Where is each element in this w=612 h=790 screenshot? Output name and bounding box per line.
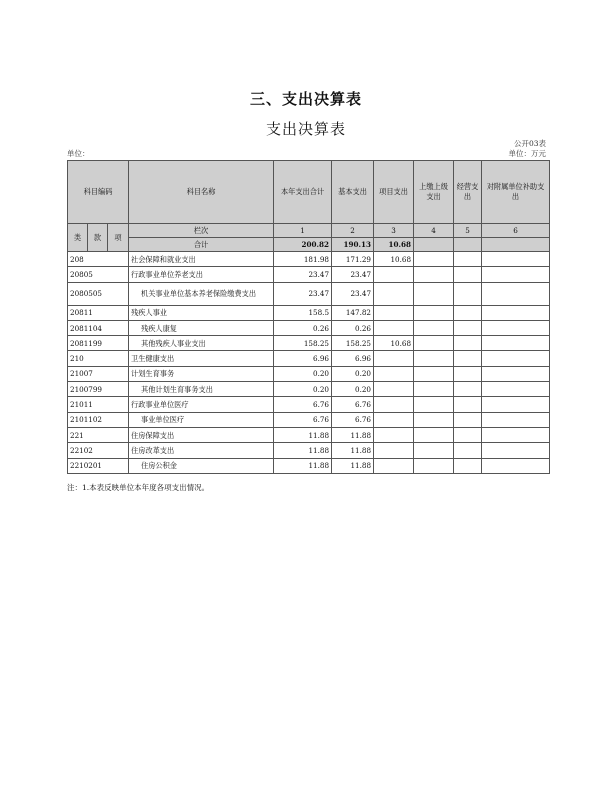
row-name: 残疾人事业	[129, 305, 274, 320]
total-upper	[414, 238, 454, 252]
row-total: 6.76	[274, 397, 332, 412]
row-subsidy	[482, 366, 550, 381]
row-code: 2210201	[68, 458, 129, 473]
row-subsidy	[482, 412, 550, 427]
row-basic: 171.29	[332, 252, 374, 267]
row-total: 0.20	[274, 366, 332, 381]
row-subsidy	[482, 351, 550, 366]
row-business	[454, 252, 482, 267]
row-business	[454, 320, 482, 335]
row-business	[454, 443, 482, 458]
expenditure-table	[67, 160, 550, 474]
row-name: 行政事业单位养老支出	[129, 267, 274, 282]
row-subsidy	[482, 443, 550, 458]
row-basic: 6.76	[332, 412, 374, 427]
row-name: 住房保障支出	[129, 427, 274, 442]
row-basic: 11.88	[332, 443, 374, 458]
row-total: 181.98	[274, 252, 332, 267]
form-number: 公开03表	[513, 139, 546, 148]
row-basic: 11.88	[332, 427, 374, 442]
lanci-label: 栏次	[129, 224, 274, 238]
row-upper	[414, 267, 454, 282]
table-row	[68, 267, 550, 282]
column-number-row	[68, 224, 550, 238]
row-code: 20805	[68, 267, 129, 282]
col-number: 1	[274, 224, 332, 238]
row-name: 其他残疾人事业支出	[129, 336, 274, 351]
table-row	[68, 351, 550, 366]
row-project	[374, 458, 414, 473]
total-amount: 200.82	[274, 238, 332, 252]
row-code: 22102	[68, 443, 129, 458]
row-basic: 11.88	[332, 458, 374, 473]
row-code: 221	[68, 427, 129, 442]
row-name: 行政事业单位医疗	[129, 397, 274, 412]
row-code: 2081104	[68, 320, 129, 335]
row-name: 其他计划生育事务支出	[129, 382, 274, 397]
row-subsidy	[482, 282, 550, 305]
row-name: 计划生育事务	[129, 366, 274, 381]
row-subsidy	[482, 458, 550, 473]
row-project	[374, 305, 414, 320]
row-name: 机关事业单位基本养老保险缴费支出	[129, 282, 274, 305]
row-basic: 23.47	[332, 282, 374, 305]
row-name: 残疾人康复	[129, 320, 274, 335]
row-project	[374, 382, 414, 397]
table-row	[68, 282, 550, 305]
row-basic: 23.47	[332, 267, 374, 282]
col-subsidy-header: 对附属单位补助支出	[482, 161, 550, 224]
row-total: 6.76	[274, 412, 332, 427]
table-row	[68, 252, 550, 267]
row-subsidy	[482, 397, 550, 412]
row-upper	[414, 305, 454, 320]
table-row	[68, 412, 550, 427]
row-name: 卫生健康支出	[129, 351, 274, 366]
lei-label: 类	[68, 224, 88, 252]
row-project	[374, 412, 414, 427]
row-basic: 0.26	[332, 320, 374, 335]
row-code: 2100799	[68, 382, 129, 397]
row-subsidy	[482, 252, 550, 267]
row-basic: 0.20	[332, 366, 374, 381]
row-subsidy	[482, 427, 550, 442]
row-project	[374, 427, 414, 442]
row-upper	[414, 336, 454, 351]
row-total: 11.88	[274, 443, 332, 458]
table-row	[68, 366, 550, 381]
row-total: 11.88	[274, 458, 332, 473]
table-row	[68, 458, 550, 473]
col-number: 6	[482, 224, 550, 238]
row-business	[454, 397, 482, 412]
table-row	[68, 320, 550, 335]
row-business	[454, 267, 482, 282]
table-row	[68, 427, 550, 442]
row-upper	[414, 382, 454, 397]
row-business	[454, 412, 482, 427]
col-code-header: 科目编码	[68, 161, 129, 224]
kuan-label: 款	[88, 224, 108, 252]
row-total: 6.96	[274, 351, 332, 366]
row-upper	[414, 351, 454, 366]
table-row	[68, 443, 550, 458]
row-total: 0.26	[274, 320, 332, 335]
row-name: 社会保障和就业支出	[129, 252, 274, 267]
total-business	[454, 238, 482, 252]
row-project: 10.68	[374, 336, 414, 351]
table-row	[68, 336, 550, 351]
row-business	[454, 458, 482, 473]
row-basic: 0.20	[332, 382, 374, 397]
col-number: 4	[414, 224, 454, 238]
total-row	[68, 238, 550, 252]
row-business	[454, 427, 482, 442]
row-business	[454, 282, 482, 305]
row-total: 158.25	[274, 336, 332, 351]
col-business-header: 经营支出	[454, 161, 482, 224]
row-project	[374, 443, 414, 458]
row-project	[374, 366, 414, 381]
row-upper	[414, 397, 454, 412]
row-project	[374, 267, 414, 282]
col-name-header: 科目名称	[129, 161, 274, 224]
row-code: 20811	[68, 305, 129, 320]
col-number: 2	[332, 224, 374, 238]
row-project: 10.68	[374, 252, 414, 267]
row-upper	[414, 443, 454, 458]
table-subtitle: 支出决算表	[265, 120, 346, 138]
row-business	[454, 351, 482, 366]
table-row	[68, 305, 550, 320]
row-code: 208	[68, 252, 129, 267]
total-basic: 190.13	[332, 238, 374, 252]
row-upper	[414, 282, 454, 305]
row-project	[374, 320, 414, 335]
row-subsidy	[482, 320, 550, 335]
row-code: 2080505	[68, 282, 129, 305]
row-upper	[414, 320, 454, 335]
row-project	[374, 397, 414, 412]
col-number: 5	[454, 224, 482, 238]
col-project-header: 项目支出	[374, 161, 414, 224]
row-upper	[414, 427, 454, 442]
row-code: 210	[68, 351, 129, 366]
row-subsidy	[482, 382, 550, 397]
col-number: 3	[374, 224, 414, 238]
table-row	[68, 397, 550, 412]
row-subsidy	[482, 267, 550, 282]
unit-value: 单位：万元	[508, 149, 546, 158]
row-business	[454, 366, 482, 381]
row-name: 住房公积金	[129, 458, 274, 473]
row-code: 21007	[68, 366, 129, 381]
row-total: 23.47	[274, 267, 332, 282]
row-code: 2081199	[68, 336, 129, 351]
total-subsidy	[482, 238, 550, 252]
row-basic: 6.96	[332, 351, 374, 366]
row-basic: 6.76	[332, 397, 374, 412]
row-business	[454, 382, 482, 397]
row-name: 事业单位医疗	[129, 412, 274, 427]
row-upper	[414, 252, 454, 267]
row-upper	[414, 366, 454, 381]
unit-label: 单位：	[67, 149, 90, 158]
row-total: 0.20	[274, 382, 332, 397]
col-total-header: 本年支出合计	[274, 161, 332, 224]
row-total: 23.47	[274, 282, 332, 305]
row-basic: 158.25	[332, 336, 374, 351]
row-upper	[414, 458, 454, 473]
row-subsidy	[482, 336, 550, 351]
row-name: 住房改革支出	[129, 443, 274, 458]
row-business	[454, 305, 482, 320]
row-code: 21011	[68, 397, 129, 412]
header-row	[68, 161, 550, 224]
row-total: 158.5	[274, 305, 332, 320]
xiang-label: 项	[108, 224, 129, 252]
row-project	[374, 351, 414, 366]
row-upper	[414, 412, 454, 427]
footnote: 注：1.本表反映单位本年度各项支出情况。	[67, 483, 210, 492]
row-business	[454, 336, 482, 351]
table-row	[68, 382, 550, 397]
total-label: 合计	[129, 238, 274, 252]
total-project: 10.68	[374, 238, 414, 252]
row-project	[374, 282, 414, 305]
page-title: 三、支出决算表	[249, 90, 362, 108]
row-subsidy	[482, 305, 550, 320]
row-code: 2101102	[68, 412, 129, 427]
col-basic-header: 基本支出	[332, 161, 374, 224]
row-basic: 147.82	[332, 305, 374, 320]
col-upper-header: 上缴上级支出	[414, 161, 454, 224]
row-total: 11.88	[274, 427, 332, 442]
